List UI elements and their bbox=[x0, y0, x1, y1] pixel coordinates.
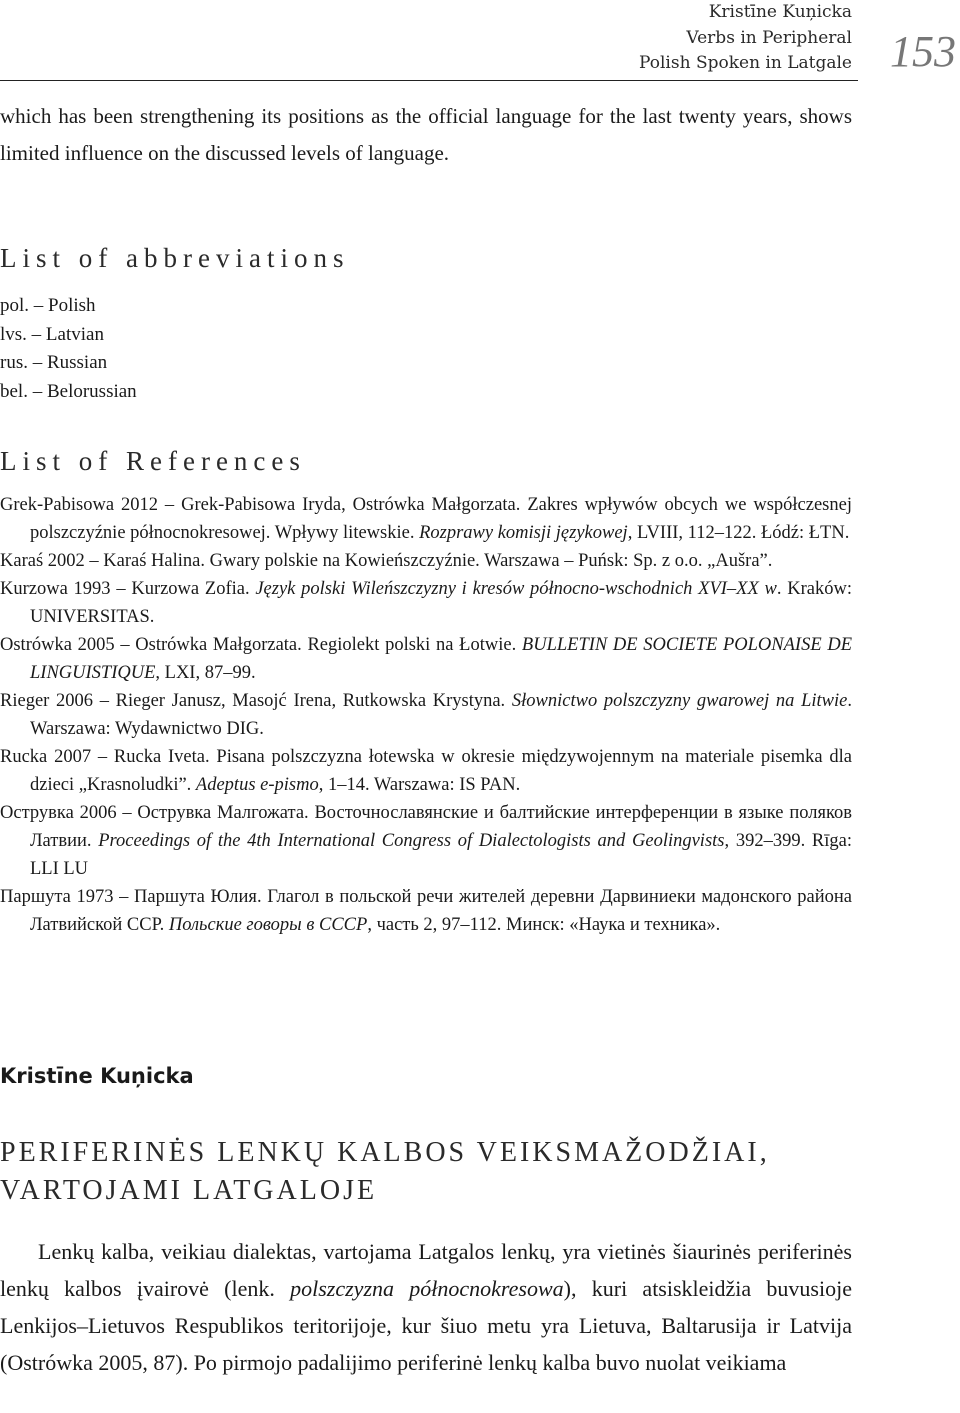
summary-author: Kristīne Kuņicka bbox=[0, 1064, 194, 1088]
reference-item: Ostrówka 2005 – Ostrówka Małgorzata. Regiolekt polski na Łotwie. BULLETIN DE SOCIETE POLONAISE DE LINGUISTIQUE, LXI, 87–99. bbox=[0, 635, 853, 683]
summary-paragraph: Lenkų kalba, veikiau dialektas, vartojama Latgalos lenkų, yra vietinės šiaurinės periferinės lenkų kalbos įvairovė (lenk. polszczyzna północnokresowa), kuri atsiskleidžia buvusioje Lenkijos–Lietuvos Respublikos teritorijoje, kur šiuo metu yra Lietuva, Baltarusija ir Latvija (Ostrówka 2005, 87). Po pirmojo padalijimo periferinė lenkų kalba buvo nuolat veikiama bbox=[0, 1239, 852, 1375]
references-heading: List of References bbox=[0, 446, 306, 476]
page-number: 153 bbox=[890, 27, 956, 76]
intro-paragraph: which has been strengthening its positions as the official language for the last twenty years, shows limited influence on the discussed levels of language. bbox=[0, 104, 852, 165]
reference-item: Karaś 2002 – Karaś Halina. Gwary polskie na Kowieńszczyźnie. Warszawa – Puńsk: Sp. z o.o. „Aušra”. bbox=[0, 551, 773, 571]
running-head-author: Kristīne Kuņicka bbox=[708, 2, 852, 22]
reference-item: Kurzowa 1993 – Kurzowa Zofia. Język polski Wileńszczyzny i kresów północno-wschodnich XVI–XX w. Kraków: UNIVERSITAS. bbox=[0, 579, 853, 627]
reference-item: Rucka 2007 – Rucka Iveta. Pisana polszczyzna łotewska w okresie międzywojennym na materiale pisemka dla dzieci „Krasnoludki”. Adeptus e-pismo, 1–14. Warszawa: IS PAN. bbox=[0, 747, 852, 795]
abbreviation-item: bel. – Belorussian bbox=[0, 380, 137, 402]
reference-item: Grek-Pabisowa 2012 – Grek-Pabisowa Iryda, Ostrówka Małgorzata. Zakres wpływów obcych we współczesnej polszczyźnie północnokresowej. Wpływy litewskie. Rozprawy komisji językowej, LVIII, 112–122. Łódź: ŁTN. bbox=[0, 495, 852, 543]
running-head-title-1: Verbs in Peripheral bbox=[686, 27, 852, 48]
running-head-title-2: Polish Spoken in Latgale bbox=[639, 53, 852, 73]
abbreviation-item: rus. – Russian bbox=[0, 352, 108, 373]
abbreviations-list bbox=[0, 292, 137, 406]
abbreviation-item: lvs. – Latvian bbox=[0, 323, 104, 345]
summary-title: PERIFERINĖS LENKŲ KALBOS VEIKSMAŽODŽIAI, VARTOJAMI LATGALOJE bbox=[0, 1137, 770, 1206]
abbreviations-heading: List of abbreviations bbox=[0, 243, 350, 273]
reference-item: Паршута 1973 – Паршута Юлия. Глагол в польской речи жителей деревни Дарвиниеки мадонского района Латвийской ССР. Польские говоры в СССР, часть 2, 97–112. Минск: «Наука и техника». bbox=[0, 887, 852, 935]
references-list bbox=[0, 491, 852, 939]
reference-item: Rieger 2006 – Rieger Janusz, Masojć Irena, Rutkowska Krystyna. Słownictwo polszczyzny gwarowej na Litwie. Warszawa: Wydawnictwo DIG. bbox=[0, 691, 852, 739]
reference-item: Острувка 2006 – Острувка Малгожата. Восточнославянские и балтийские интерференции в языке поляков Латвии. Proceedings of the 4th International Congress of Dialectologists and Geolingvists, 392–399. Rīga: LLI LU bbox=[0, 803, 852, 879]
running-head bbox=[639, 0, 852, 77]
abbreviation-item: pol. – Polish bbox=[0, 295, 96, 316]
header-rule bbox=[0, 80, 858, 81]
